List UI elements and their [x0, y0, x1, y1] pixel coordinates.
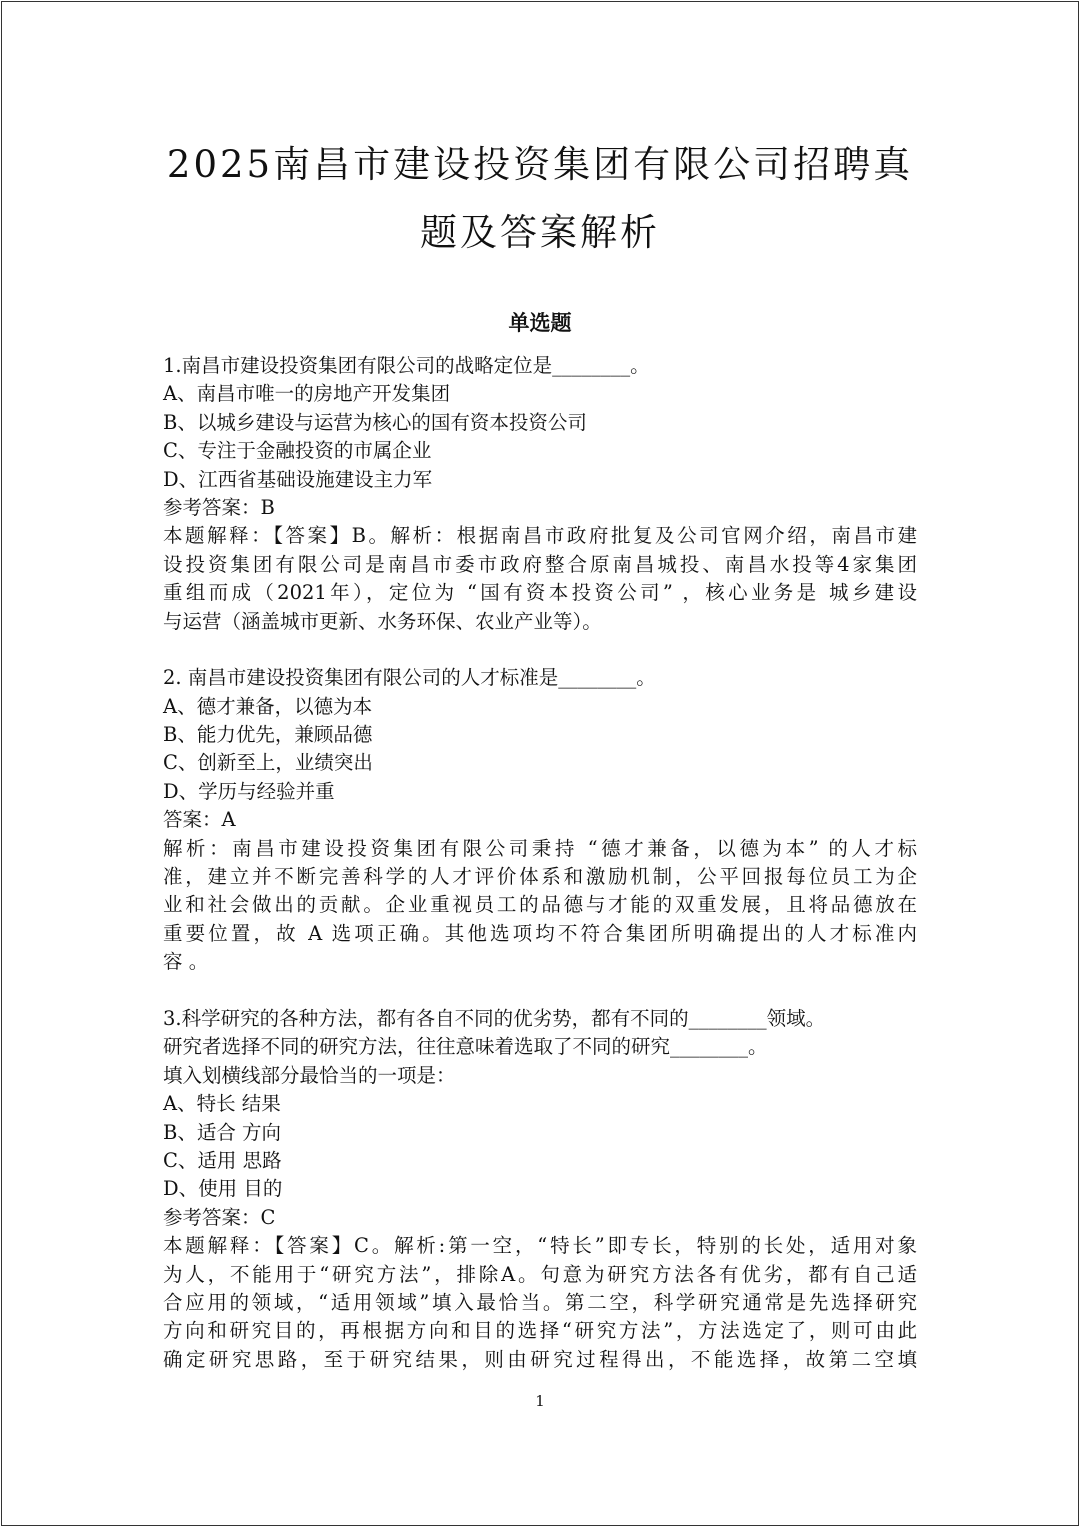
question-stem: 填入划横线部分最恰当的一项是：	[163, 1063, 456, 1087]
question-stem: 2. 南昌市建设投资集团有限公司的人才标准是________。	[163, 666, 656, 690]
explanation-line: 与运营（涵盖城市更新、水务环保、农业产业等）。	[163, 609, 602, 633]
answer-option: C、专注于金融投资的市属企业	[163, 439, 432, 463]
explanation-line: 确定研究思路，至于研究结果，则由研究过程得出，不能选择，故第二空填	[163, 1347, 917, 1371]
answer-option: D、使用 目的	[163, 1177, 283, 1201]
explanation-line: 合应用的领域，“适用领域”填入最恰当。第二空，科学研究通常是先选择研究	[163, 1290, 917, 1314]
reference-answer: 参考答案：C	[163, 1205, 276, 1229]
reference-answer: 答案：A	[163, 808, 236, 832]
explanation-line: 为人，不能用于“研究方法”，排除A。句意为研究方法各有优劣，都有自己适	[163, 1262, 917, 1286]
answer-option: A、特长 结果	[163, 1092, 281, 1116]
explanation-line: 方向和研究目的，再根据方向和目的选择“研究方法”，方法选定了，则可由此	[163, 1319, 917, 1343]
question-stem: 1.南昌市建设投资集团有限公司的战略定位是________。	[163, 354, 650, 377]
explanation-line: 本题解释：【答案】B。解析：根据南昌市政府批复及公司官网介绍，南昌市建	[163, 524, 917, 548]
questions-body	[163, 352, 917, 1374]
explanation-line: 本题解释：【答案】C。解析:第一空，“特长”即专长，特别的长处，适用对象	[163, 1234, 917, 1258]
answer-option: B、能力优先，兼顾品德	[163, 723, 373, 747]
section-heading: 单选题	[508, 310, 572, 335]
explanation-line: 准，建立并不断完善科学的人才评价体系和激励机制，公平回报每位员工为企	[163, 865, 917, 889]
explanation-line: 重组而成（2021年），定位为 “国有资本投资公司” ，核心业务是 城乡建设	[163, 581, 917, 605]
answer-option: C、创新至上，业绩突出	[163, 751, 373, 775]
reference-answer: 参考答案：B	[163, 495, 275, 519]
question-stem: 3.科学研究的各种方法，都有各自不同的优劣势，都有不同的________领域。	[163, 1006, 826, 1030]
question-stem: 研究者选择不同的研究方法，往往意味着选取了不同的研究________。	[163, 1035, 768, 1059]
explanation-line: 解析：南昌市建设投资集团有限公司秉持 “德才兼备，以德为本” 的人才标	[163, 836, 917, 860]
answer-option: A、南昌市唯一的房地产开发集团	[163, 382, 451, 406]
document-title-line-1: 2025南昌市建设投资集团有限公司招聘真	[166, 143, 914, 186]
page-number: 1	[535, 1392, 545, 1410]
explanation-line: 容 。	[163, 950, 209, 974]
answer-option: B、适合 方向	[163, 1120, 282, 1144]
answer-option: C、适用 思路	[163, 1148, 282, 1172]
explanation-line: 重要位置，故 A 选项正确。其他选项均不符合集团所明确提出的人才标准内	[163, 921, 917, 945]
document-title-line-2: 题及答案解析	[420, 211, 660, 254]
answer-option: D、学历与经验并重	[163, 779, 335, 803]
explanation-line: 设投资集团有限公司是南昌市委市政府整合原南昌城投、南昌水投等4家集团	[163, 552, 917, 576]
answer-option: D、江西省基础设施建设主力军	[163, 467, 433, 491]
explanation-line: 业和社会做出的贡献。企业重视员工的品德与才能的双重发展，且将品德放在	[163, 893, 917, 917]
answer-option: B、以城乡建设与运营为核心的国有资本投资公司	[163, 410, 587, 434]
answer-option: A、德才兼备，以德为本	[163, 694, 373, 718]
